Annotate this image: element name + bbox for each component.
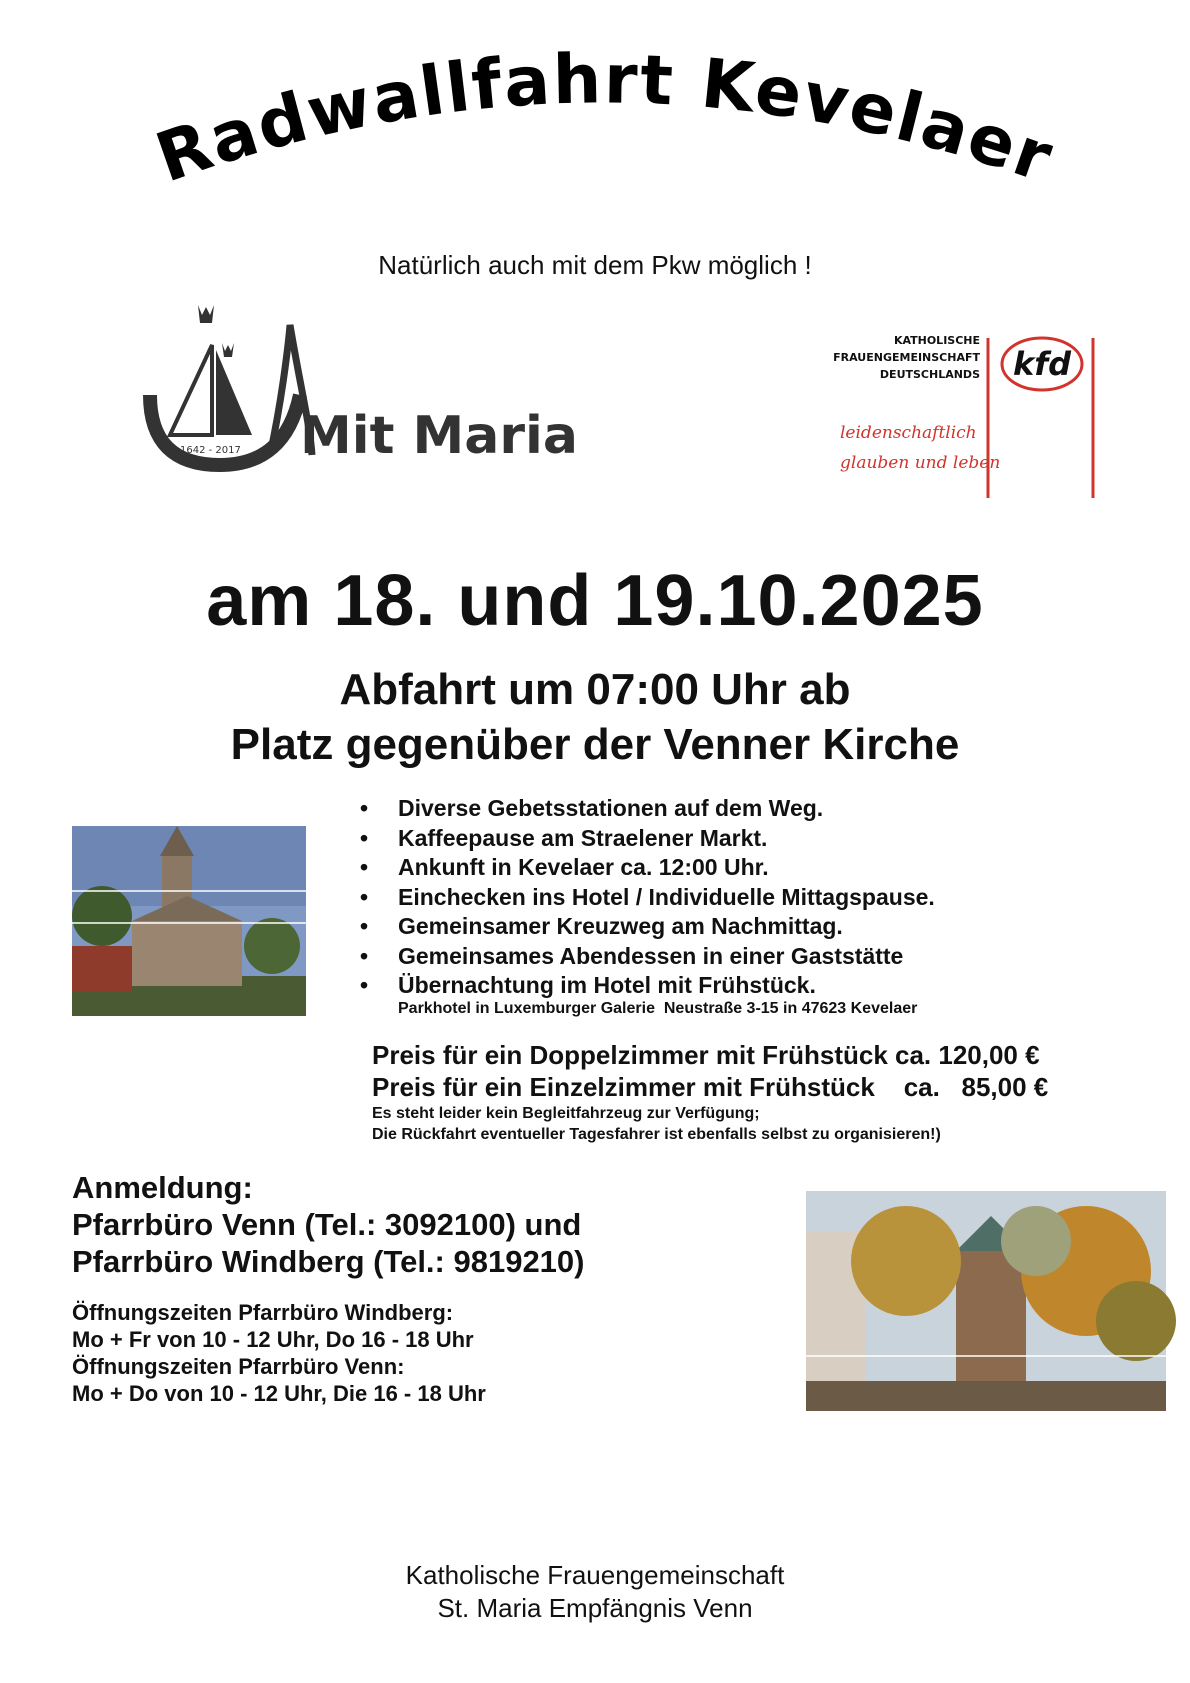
list-item-text: Einchecken ins Hotel / Individuelle Mittagspause. [398, 883, 935, 910]
hours-line: Mo + Do von 10 - 12 Uhr, Die 16 - 18 Uhr [72, 1381, 486, 1406]
hotel-address: Parkhotel in Luxemburger Galerie Neustraße 3-15 in 47623 Kevelaer [398, 1000, 918, 1017]
kfd-slogan2: glauben und leben [840, 453, 1001, 473]
program-list [360, 795, 1080, 1002]
bullet-icon: • [360, 942, 369, 969]
footer-line2: St. Maria Empfängnis Venn [437, 1593, 753, 1623]
list-item-text: Übernachtung im Hotel mit Frühstück. [398, 972, 816, 998]
kfd-slogan1: leidenschaftlich [840, 423, 977, 443]
office-venn: Pfarrbüro Venn (Tel.: 3092100) und [72, 1207, 582, 1242]
list-item [360, 913, 1080, 943]
note-line1: Es steht leider kein Begleitfahrzeug zur Verfügung; [372, 1105, 760, 1122]
mit-maria-logo [140, 305, 578, 500]
price-double-room: Preis für ein Doppelzimmer mit Frühstück ca. 120,00 € [372, 1040, 1040, 1070]
kevelaer-photo [806, 1191, 1166, 1411]
price-single-room: Preis für ein Einzelzimmer mit Frühstück ca. 85,00 € [372, 1072, 1049, 1102]
bullet-icon: • [360, 824, 369, 851]
page-title: Radwallfahrt Kevelaer [146, 40, 1064, 199]
list-item [360, 884, 1080, 914]
kfd-line3: DEUTSCHLANDS [879, 368, 980, 381]
list-item-text: Kaffeepause am Straelener Markt. [398, 824, 768, 851]
kfd-logo [833, 328, 1100, 508]
note-line2: Die Rückfahrt eventueller Tagesfahrer ist ebenfalls selbst zu organisieren!) [372, 1126, 941, 1143]
departure-line2: Platz gegenüber der Venner Kirche [230, 720, 960, 769]
office-windberg: Pfarrbüro Windberg (Tel.: 9819210) [72, 1244, 585, 1279]
list-item [360, 825, 1080, 855]
footer-line1: Katholische Frauengemeinschaft [405, 1560, 785, 1590]
logo-text: Mit Maria [300, 406, 578, 466]
list-item [360, 943, 1080, 973]
title-arch [0, 20, 1190, 220]
subtitle: Natürlich auch mit dem Pkw möglich ! [378, 250, 812, 280]
list-item-text: Gemeinsames Abendessen in einer Gaststätte [398, 942, 904, 969]
bullet-icon: • [360, 972, 369, 998]
bullet-icon: • [360, 883, 369, 910]
logo-years: 1642 - 2017 [180, 445, 241, 456]
svg-text:Radwallfahrt Kevelaer [147, 40, 1064, 199]
list-item [360, 795, 1080, 825]
list-item [360, 854, 1080, 884]
hours-line: Öffnungszeiten Pfarrbüro Windberg: [72, 1300, 454, 1325]
bullet-icon: • [360, 913, 369, 939]
list-item-text: Ankunft in Kevelaer ca. 12:00 Uhr. [398, 854, 769, 880]
event-date: am 18. und 19.10.2025 [206, 561, 984, 641]
list-item-text: Gemeinsamer Kreuzweg am Nachmittag. [398, 913, 843, 939]
hours-line: Mo + Fr von 10 - 12 Uhr, Do 16 - 18 Uhr [72, 1327, 474, 1352]
church-photo [72, 826, 306, 1016]
kfd-line2: FRAUENGEMEINSCHAFT [833, 351, 980, 364]
bullet-icon: • [360, 854, 369, 880]
bullet-icon: • [360, 795, 369, 821]
kfd-badge: kfd [1012, 345, 1072, 383]
list-item [360, 972, 1080, 1002]
hours-line: Öffnungszeiten Pfarrbüro Venn: [72, 1354, 405, 1379]
departure-line1: Abfahrt um 07:00 Uhr ab [339, 665, 851, 714]
list-item-text: Diverse Gebetsstationen auf dem Weg. [398, 795, 824, 821]
kfd-line1: KATHOLISCHE [893, 334, 980, 347]
registration-title: Anmeldung: [72, 1170, 253, 1205]
